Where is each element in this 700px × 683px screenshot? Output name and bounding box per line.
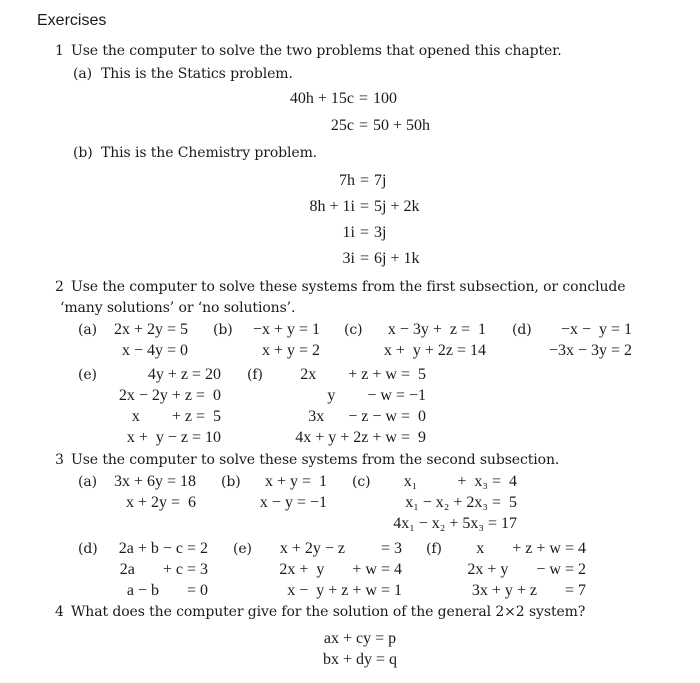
ex3-d-label: (d) <box>78 541 98 557</box>
exercise-4-number: 4 <box>55 604 64 620</box>
ex1-part-a-text: This is the Statics problem. <box>101 66 293 82</box>
exercise-2-number: 2 <box>55 279 64 295</box>
ex4-eq1: ax + cy = p <box>323 630 397 647</box>
ex1b-eq1-sign: = <box>360 172 370 189</box>
ex3-f-line1: x + z + w = 4 <box>476 540 586 557</box>
ex1b-eq1-rhs: 7j <box>374 172 387 189</box>
ex2-c-line2: x + y + 2z = 14 <box>383 342 486 359</box>
ex2-d-line2: −3x − 3y = 2 <box>548 342 632 359</box>
ex3-c-line3: 4x₁ − x₂ + 5x₃ = 17 <box>393 515 517 532</box>
ex3-a-line2: x + 2y = 6 <box>125 494 196 511</box>
ex2-b-line1: −x + y = 1 <box>252 321 320 338</box>
exercise-1-text: Use the computer to solve the two problems that opened this chapter. <box>71 43 562 59</box>
ex2-c-line1: x − 3y + z = 1 <box>387 321 486 338</box>
ex1a-eq2-lhs: 25c <box>330 117 354 134</box>
ex1b-eq3-rhs: 3j <box>374 224 387 241</box>
ex2-a-label: (a) <box>78 322 97 338</box>
ex3-e-line1: x + 2y − z = 3 <box>279 540 402 557</box>
ex2-f-line4: 4x + y + 2z + w = 9 <box>295 429 426 446</box>
ex3-c-label: (c) <box>352 474 371 490</box>
ex1a-eq1-sign: = <box>359 90 369 107</box>
exercise-1-number: 1 <box>55 43 64 59</box>
ex2-d-label: (d) <box>512 322 532 338</box>
ex1b-eq1-lhs: 7h <box>339 172 355 189</box>
ex1b-eq2-rhs: 5j + 2k <box>374 198 420 215</box>
ex1a-eq1-lhs: 40h + 15c <box>289 90 354 107</box>
ex3-b-label: (b) <box>221 474 241 490</box>
ex1-part-b-label: (b) <box>73 145 93 161</box>
ex1b-eq4-rhs: 6j + 1k <box>374 250 420 267</box>
ex1b-eq3-lhs: 1i <box>342 224 355 241</box>
ex1a-eq2-rhs: 50 + 50h <box>373 117 431 134</box>
ex1-part-a-label: (a) <box>73 66 92 82</box>
ex2-c-label: (c) <box>344 322 363 338</box>
ex1b-eq3-sign: = <box>360 224 370 241</box>
ex2-e-line1: 4y + z = 20 <box>147 366 221 383</box>
ex2-f-line1: 2x + z + w = 5 <box>300 366 426 383</box>
ex3-f-line2: 2x + y − w = 2 <box>467 561 586 578</box>
ex3-d-line3: a − b = 0 <box>126 582 208 599</box>
exercise-3-number: 3 <box>55 452 64 468</box>
ex3-f-label: (f) <box>426 541 442 557</box>
section-title: Exercises <box>37 12 107 29</box>
ex1b-eq4-sign: = <box>360 250 370 267</box>
ex3-c-line2: x₁ − x₂ + 2x₃ = 5 <box>405 494 517 511</box>
ex4-eq2: bx + dy = q <box>322 651 398 668</box>
ex2-f-line3: 3x − z − w = 0 <box>308 408 426 425</box>
ex2-d-line1: −x − y = 1 <box>560 321 632 338</box>
ex2-a-line1: 2x + 2y = 5 <box>113 321 188 338</box>
ex2-e-line2: 2x − 2y + z = 0 <box>118 387 221 404</box>
exercise-3-text: Use the computer to solve these systems from the second subsection. <box>71 452 560 468</box>
ex3-d-line1: 2a + b − c = 2 <box>118 540 208 557</box>
ex2-e-line4: x + y − z = 10 <box>126 429 221 446</box>
ex1b-eq2-lhs: 8h + 1i <box>309 198 355 215</box>
exercise-2-text-line1: Use the computer to solve these systems from the first subsection, or conclude <box>71 279 626 295</box>
ex2-e-line3: x + z = 5 <box>131 408 221 425</box>
exercise-4-text: What does the computer give for the solution of the general 2×2 system? <box>71 604 586 620</box>
ex3-b-line2: x − y = −1 <box>259 494 327 511</box>
ex3-e-line2: 2x + y + w = 4 <box>279 561 402 578</box>
ex2-e-label: (e) <box>78 367 97 383</box>
ex3-a-label: (a) <box>78 474 97 490</box>
ex1b-eq2-sign: = <box>360 198 370 215</box>
ex3-e-label: (e) <box>233 541 252 557</box>
ex1b-eq4-lhs: 3i <box>342 250 355 267</box>
ex3-e-line3: x − y + z + w = 1 <box>287 582 402 599</box>
ex2-f-label: (f) <box>247 367 263 383</box>
exercise-2-text-line2: ‘many solutions’ or ‘no solutions’. <box>60 300 296 316</box>
ex2-f-line2: y − w = −1 <box>327 387 426 404</box>
ex3-c-line1: x₁ + x₃ = 4 <box>403 473 517 490</box>
ex3-f-line3: 3x + y + z = 7 <box>471 582 586 599</box>
ex1a-eq1-rhs: 100 <box>373 90 397 107</box>
ex1-part-b-text: This is the Chemistry problem. <box>101 145 318 161</box>
ex3-a-line1: 3x + 6y = 18 <box>113 473 196 490</box>
ex2-b-label: (b) <box>213 322 233 338</box>
ex1a-eq2-sign: = <box>359 117 369 134</box>
ex3-d-line2: 2a + c = 3 <box>119 561 208 578</box>
ex2-b-line2: x + y = 2 <box>261 342 320 359</box>
ex3-b-line1: x + y = 1 <box>264 473 327 490</box>
ex2-a-line2: x − 4y = 0 <box>121 342 188 359</box>
